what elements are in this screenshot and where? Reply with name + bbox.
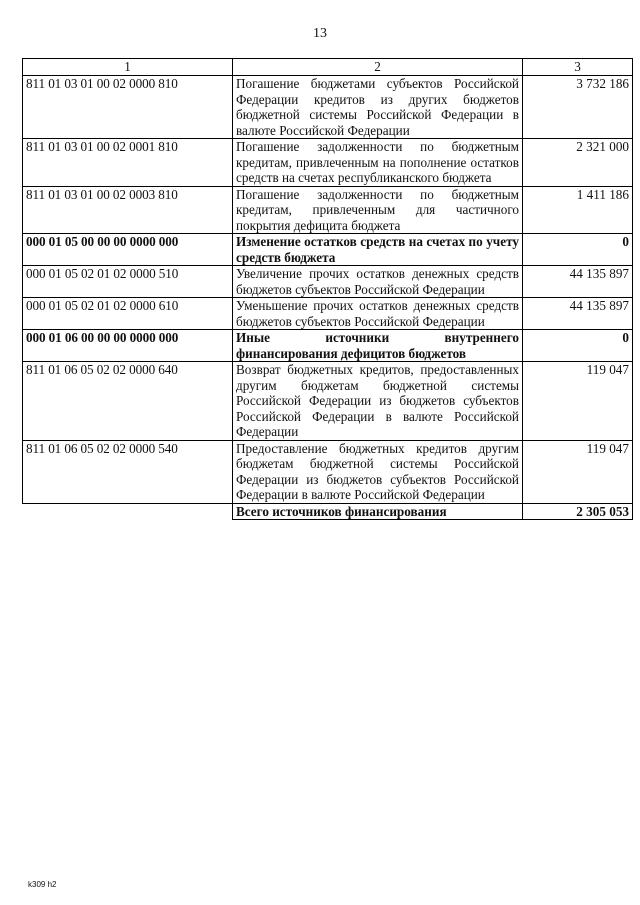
total-amount: 2 305 053: [523, 503, 633, 520]
total-label: Всего источников финансирования: [233, 503, 523, 520]
amount-value: 0: [523, 330, 633, 362]
source-name: Погашение задолженности по бюджетным кредитам, привлеченным на пополнение остатков средств на счетах республиканского бюджета: [233, 139, 523, 187]
table-row: [23, 298, 633, 330]
total-row: [23, 503, 633, 520]
source-name: Иные источники внутреннего финансирования дефицитов бюджетов: [233, 330, 523, 362]
source-name: Уменьшение прочих остатков денежных средств бюджетов субъектов Российской Федерации: [233, 298, 523, 330]
amount-value: 1 411 186: [523, 186, 633, 234]
budget-classification-code: 811 01 03 01 00 02 0000 810: [23, 76, 233, 139]
column-header-1: 1: [23, 59, 233, 76]
table-row: [23, 266, 633, 298]
footer-code: k309 h2: [28, 880, 57, 889]
source-name: Увеличение прочих остатков денежных средств бюджетов субъектов Российской Федерации: [233, 266, 523, 298]
column-header-3: 3: [523, 59, 633, 76]
column-header-2: 2: [233, 59, 523, 76]
budget-classification-code: 811 01 06 05 02 02 0000 640: [23, 362, 233, 441]
amount-value: 44 135 897: [523, 266, 633, 298]
amount-value: 119 047: [523, 362, 633, 441]
budget-classification-code: 000 01 05 02 01 02 0000 610: [23, 298, 233, 330]
table-row: [23, 76, 633, 139]
budget-classification-code: 000 01 05 02 01 02 0000 510: [23, 266, 233, 298]
table-row: [23, 139, 633, 187]
source-name: Изменение остатков средств на счетах по учету средств бюджета: [233, 234, 523, 266]
table-row: [23, 440, 633, 503]
budget-classification-code: 000 01 05 00 00 00 0000 000: [23, 234, 233, 266]
amount-value: 0: [523, 234, 633, 266]
table-row: [23, 234, 633, 266]
amount-value: 44 135 897: [523, 298, 633, 330]
source-name: Возврат бюджетных кредитов, предоставленных другим бюджетам бюджетной системы Российской Федерации из бюджетов субъектов Российской Федерации в валюте Российской Федерации: [233, 362, 523, 441]
table-row: [23, 330, 633, 362]
amount-value: 3 732 186: [523, 76, 633, 139]
total-empty-cell: [23, 503, 233, 520]
table-header-row: [23, 59, 633, 76]
source-name: Погашение бюджетами субъектов Российской Федерации кредитов из других бюджетов бюджетной системы Российской Федерации в валюте Российской Федерации: [233, 76, 523, 139]
table-row: [23, 362, 633, 441]
budget-classification-code: 811 01 03 01 00 02 0001 810: [23, 139, 233, 187]
table-row: [23, 186, 633, 234]
budget-classification-code: 000 01 06 00 00 00 0000 000: [23, 330, 233, 362]
financing-sources-table: [22, 58, 633, 520]
amount-value: 119 047: [523, 440, 633, 503]
budget-classification-code: 811 01 03 01 00 02 0003 810: [23, 186, 233, 234]
source-name: Погашение задолженности по бюджетным кредитам, привлеченным для частичного покрытия дефицита бюджета: [233, 186, 523, 234]
amount-value: 2 321 000: [523, 139, 633, 187]
source-name: Предоставление бюджетных кредитов другим бюджетам бюджетной системы Российской Федерации из бюджетов субъектов Российской Федерации в валюте Российской Федерации: [233, 440, 523, 503]
page-number: 13: [313, 26, 327, 41]
budget-classification-code: 811 01 06 05 02 02 0000 540: [23, 440, 233, 503]
